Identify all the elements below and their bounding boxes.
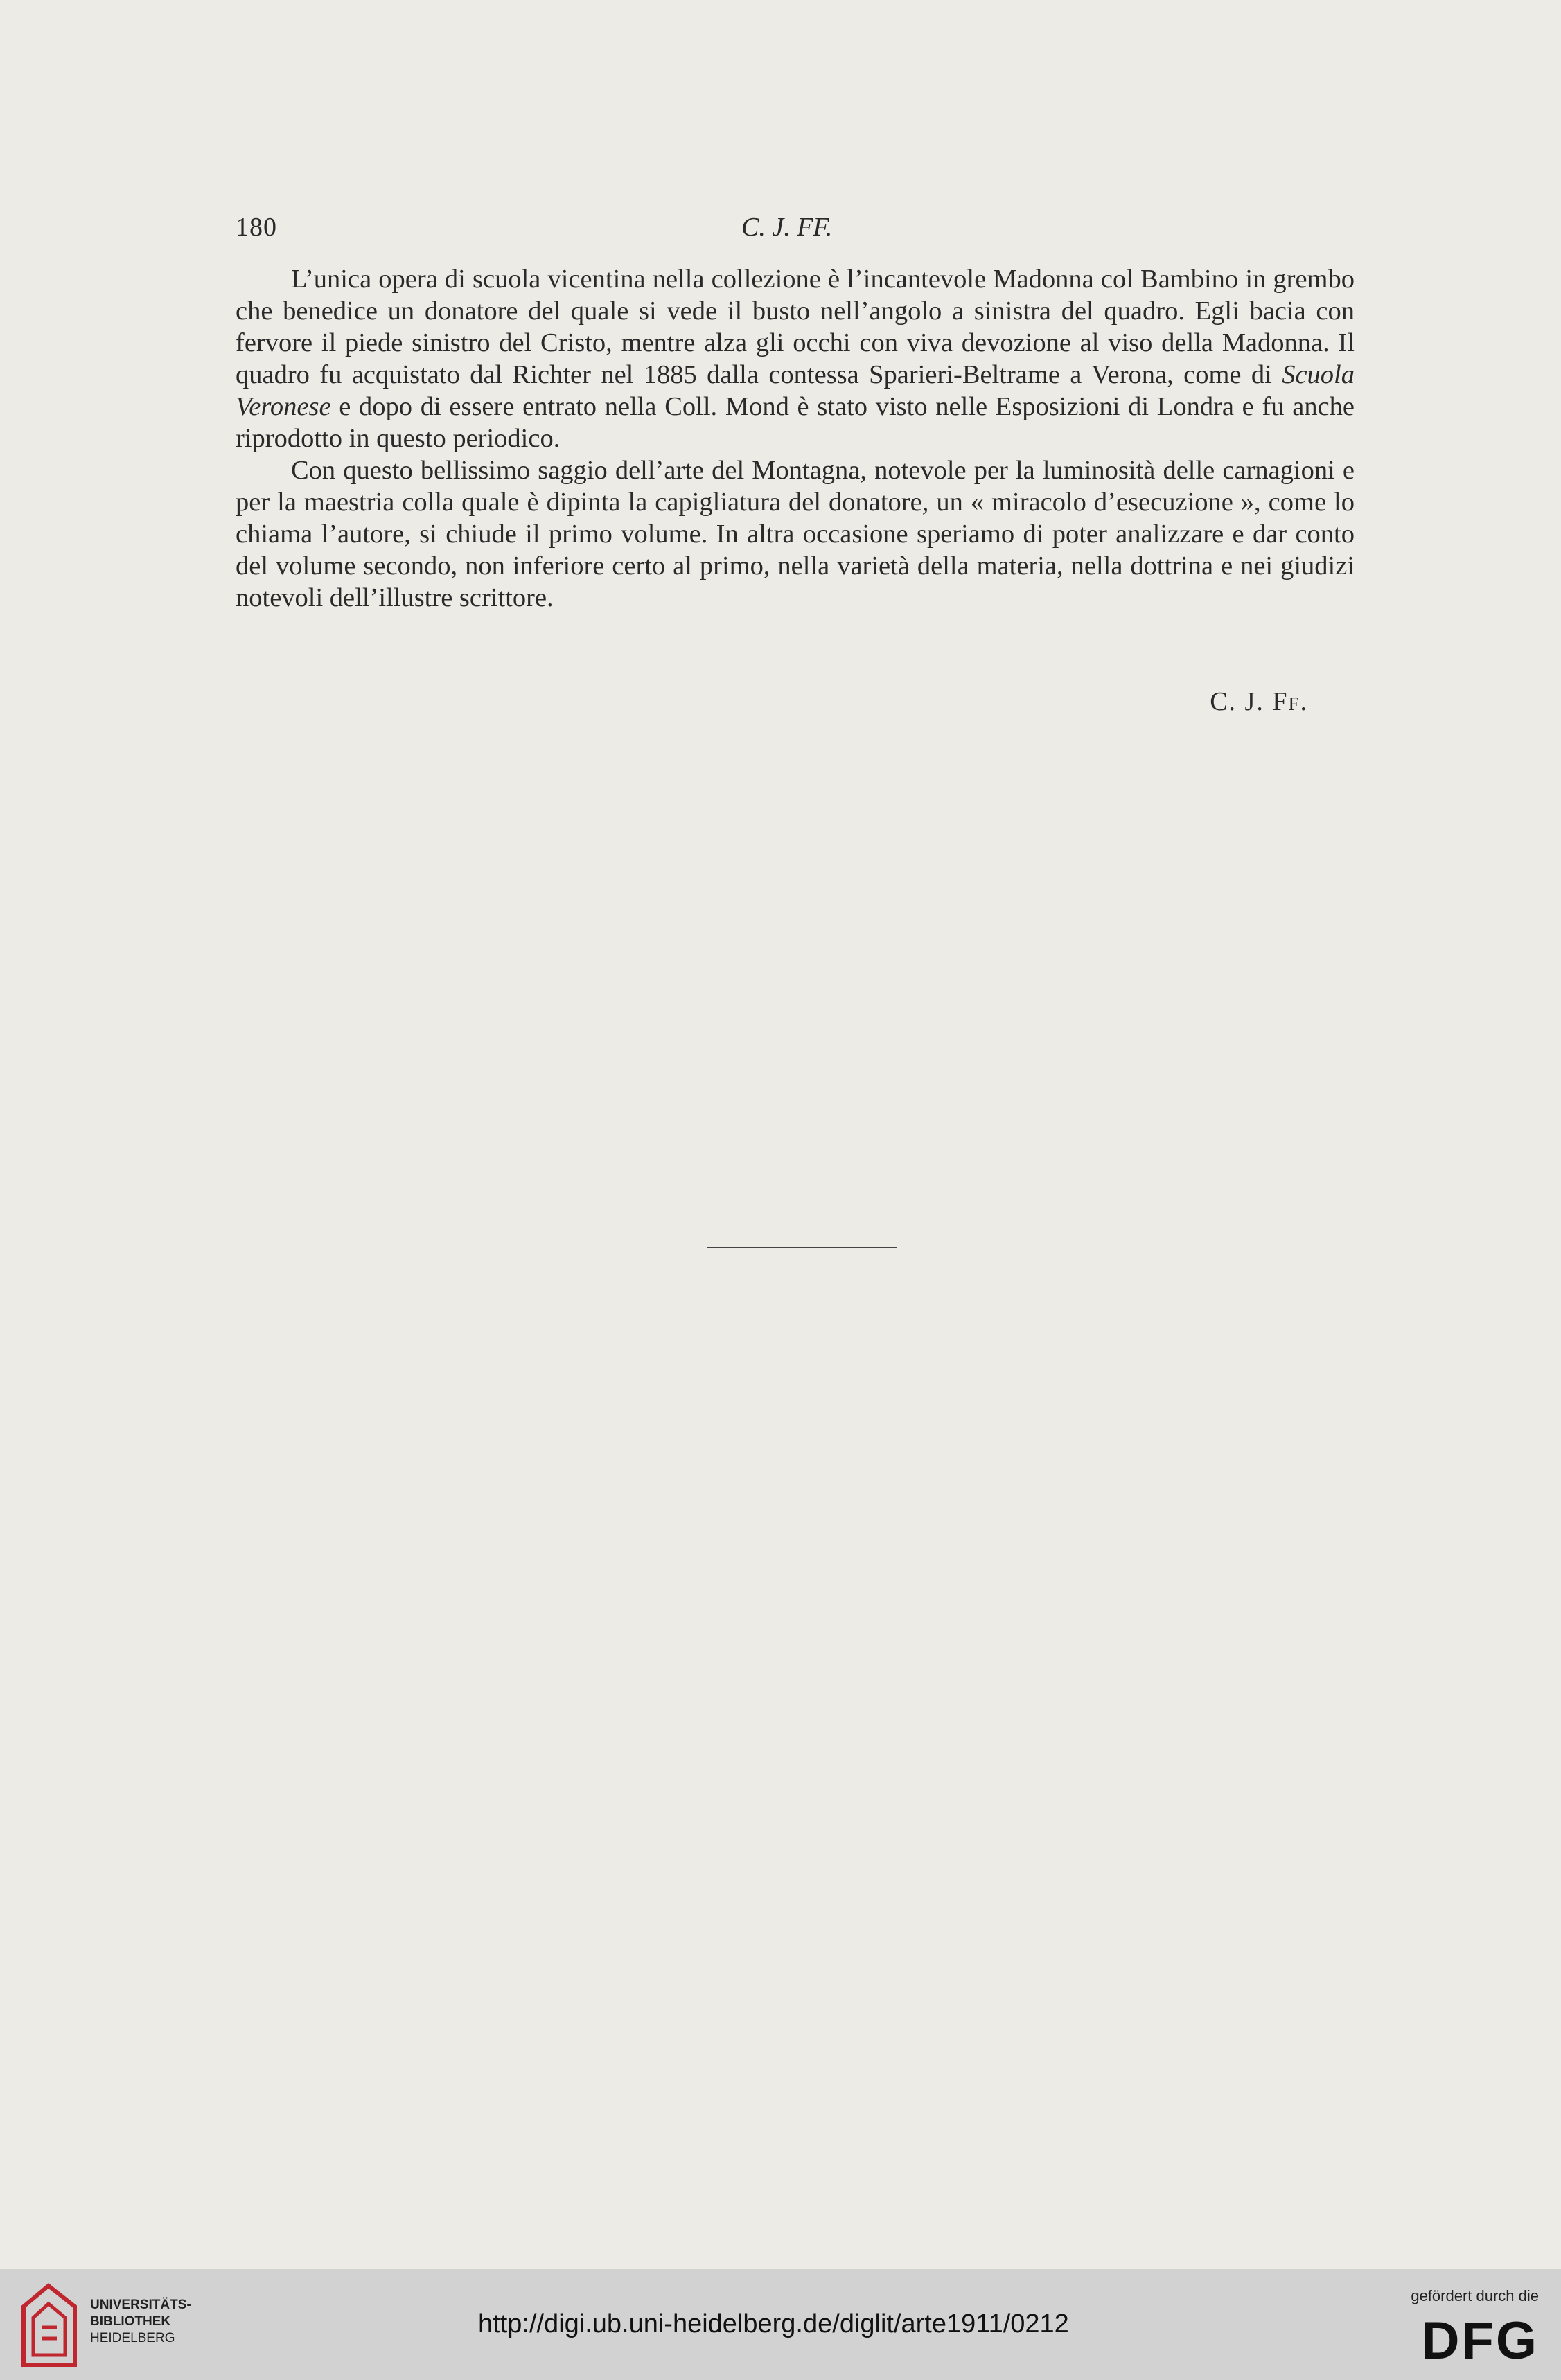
paragraph-1-italic: Scuola Veronese — [236, 360, 1355, 421]
funded-by-caption: gefördert durch die — [1411, 2287, 1539, 2304]
library-name-line2: BIBLIOTHEK — [90, 2314, 171, 2329]
permalink-url[interactable]: http://digi.ub.uni-heidelberg.de/diglit/arte1911/0212 — [478, 2309, 1069, 2338]
library-name-line3: HEIDELBERG — [90, 2331, 175, 2345]
library-name-line1: UNIVERSITÄTS- — [90, 2298, 191, 2312]
library-name — [90, 2297, 191, 2347]
dfg-logo: DFG — [1421, 2311, 1539, 2370]
paragraph-1-text-end: e dopo di essere entrato nella Coll. Mond è stato visto nelle Esposizioni di Londra e fu anche riprodotto in questo periodico. — [236, 392, 1355, 453]
body-text — [236, 263, 1355, 614]
author-signature: C. J. Ff. — [1210, 687, 1308, 716]
running-head — [236, 206, 1358, 248]
section-divider — [707, 1247, 897, 1248]
ub-heidelberg-logo-icon — [21, 2283, 78, 2368]
page-number: 180 — [236, 213, 277, 242]
running-title: C. J. FF. — [741, 213, 833, 242]
digitization-footer — [0, 2269, 1561, 2380]
paragraph-1 — [236, 263, 1355, 454]
paragraph-2: Con questo bellissimo saggio dell’arte del Montagna, notevole per la luminosità delle carnagioni e per la maestria colla quale è dipinta la capigliatura del donatore, un « miracolo d’esecuzione », come lo chiama l’autore, si chiude il primo volume. In altra occasione speriamo di poter analizzare e dar conto del volume secondo, non inferiore certo al primo, nella varietà della materia, nella dottrina e nei giudizi notevoli dell’illustre scrittore. — [236, 456, 1355, 612]
paragraph-1-text-start: L’unica opera di scuola vicentina nella collezione è l’incantevole Madonna col Bambino in grembo che benedice un donatore del quale si vede il busto nell’angolo a sinistra del quadro. Egli bacia con fervore il piede sinistro del Cristo, mentre alza gli occhi con viva devozione al viso della Madonna. Il quadro fu acquistato dal Richter nel 1885 dalla contessa Sparieri-Beltrame a Verona, come di — [236, 265, 1355, 389]
